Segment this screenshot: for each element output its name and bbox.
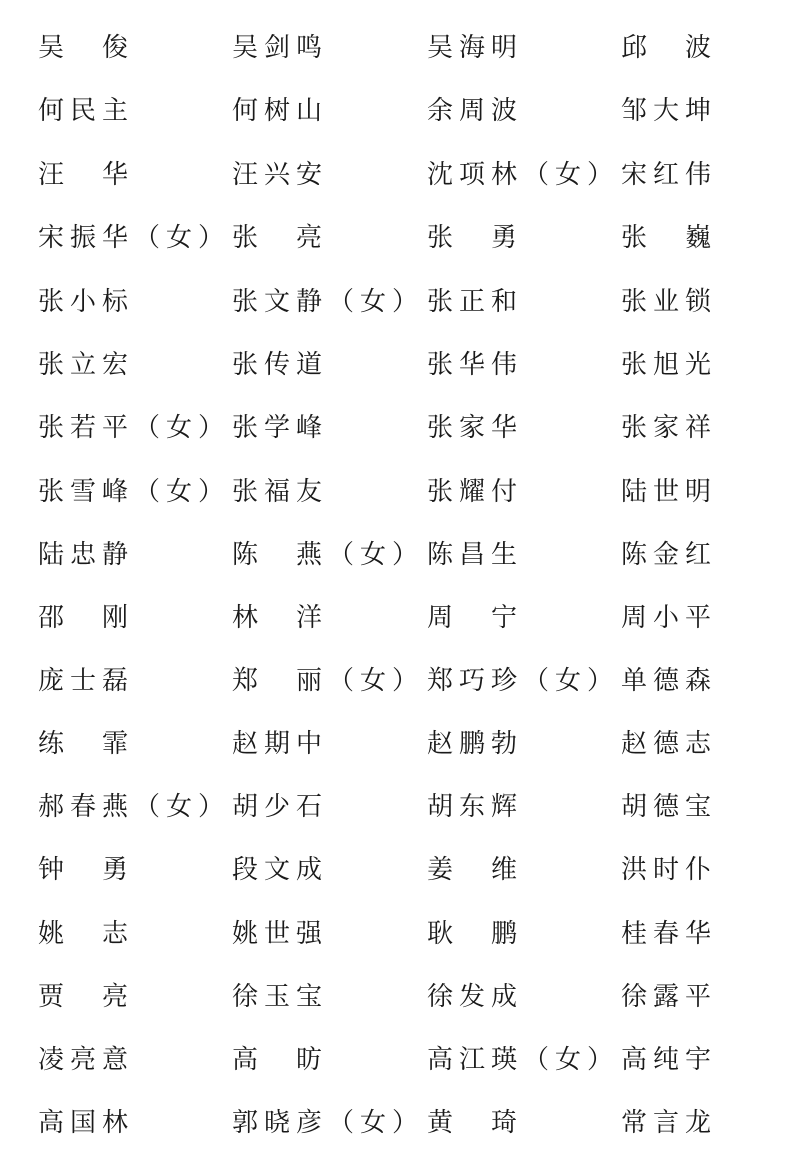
name-entry: 陈 燕（女）: [232, 540, 425, 570]
name-entry: 郑巧珍（女）: [427, 666, 620, 696]
name-entry: 庞士磊: [38, 666, 135, 696]
name-entry: 吴 俊: [38, 33, 135, 63]
name-entry: 桂春华: [621, 919, 718, 949]
name-entry: 林 洋: [232, 603, 329, 633]
name-entry: 高 昉: [232, 1045, 329, 1075]
name-entry: 张若平（女）: [38, 413, 231, 443]
name-entry: 胡德宝: [621, 792, 718, 822]
name-entry: 陈金红: [621, 540, 718, 570]
name-entry: 周小平: [621, 603, 718, 633]
name-entry: 沈项林（女）: [427, 160, 620, 190]
name-row: [0, 91, 800, 131]
name-entry: 周 宁: [427, 603, 524, 633]
name-row: [0, 977, 800, 1017]
name-row: [0, 535, 800, 575]
name-entry: 郭晓彦（女）: [232, 1108, 425, 1138]
name-entry: 张耀付: [427, 477, 524, 507]
name-entry: 徐发成: [427, 982, 524, 1012]
name-entry: 何民主: [38, 96, 135, 126]
name-entry: 胡东辉: [427, 792, 524, 822]
name-row: [0, 787, 800, 827]
name-entry: 张福友: [232, 477, 329, 507]
name-entry: 陆世明: [621, 477, 718, 507]
name-entry: 段文成: [232, 855, 329, 885]
name-entry: 吴剑鸣: [232, 33, 329, 63]
name-entry: 张 亮: [232, 223, 329, 253]
name-entry: 邱 波: [621, 33, 718, 63]
name-entry: 张 巍: [621, 223, 718, 253]
name-entry: 耿 鹏: [427, 919, 524, 949]
name-entry: 张学峰: [232, 413, 329, 443]
name-entry: 张旭光: [621, 350, 718, 380]
name-entry: 邵 刚: [38, 603, 135, 633]
name-entry: 张传道: [232, 350, 329, 380]
name-entry: 宋振华（女）: [38, 223, 231, 253]
name-entry: 徐露平: [621, 982, 718, 1012]
name-entry: 高江瑛（女）: [427, 1045, 620, 1075]
name-entry: 郝春燕（女）: [38, 792, 231, 822]
name-entry: 汪 华: [38, 160, 135, 190]
name-entry: 宋红伟: [621, 160, 718, 190]
name-row: [0, 1103, 800, 1143]
name-row: [0, 598, 800, 638]
name-entry: 张家祥: [621, 413, 718, 443]
name-entry: 张业锁: [621, 287, 718, 317]
name-entry: 张华伟: [427, 350, 524, 380]
name-entry: 姚世强: [232, 919, 329, 949]
name-entry: 赵期中: [232, 729, 329, 759]
name-entry: 张文静（女）: [232, 287, 425, 317]
name-entry: 胡少石: [232, 792, 329, 822]
name-entry: 吴海明: [427, 33, 524, 63]
name-row: [0, 472, 800, 512]
name-entry: 何树山: [232, 96, 329, 126]
name-row: [0, 1040, 800, 1080]
name-entry: 赵鹏勃: [427, 729, 524, 759]
name-row: [0, 408, 800, 448]
name-entry: 陆忠静: [38, 540, 135, 570]
name-entry: 单德森: [621, 666, 718, 696]
name-entry: 汪兴安: [232, 160, 329, 190]
name-entry: 张小标: [38, 287, 135, 317]
name-entry: 余周波: [427, 96, 524, 126]
name-entry: 邹大坤: [621, 96, 718, 126]
name-entry: 赵德志: [621, 729, 718, 759]
name-row: [0, 28, 800, 68]
name-entry: 高国林: [38, 1108, 135, 1138]
name-entry: 张正和: [427, 287, 524, 317]
name-entry: 贾 亮: [38, 982, 135, 1012]
name-entry: 张家华: [427, 413, 524, 443]
name-row: [0, 914, 800, 954]
name-row: [0, 661, 800, 701]
name-entry: 张 勇: [427, 223, 524, 253]
name-entry: 黄 琦: [427, 1108, 524, 1138]
name-row: [0, 724, 800, 764]
name-entry: 钟 勇: [38, 855, 135, 885]
name-entry: 郑 丽（女）: [232, 666, 425, 696]
name-entry: 姚 志: [38, 919, 135, 949]
name-row: [0, 850, 800, 890]
name-entry: 姜 维: [427, 855, 524, 885]
name-entry: 高纯宇: [621, 1045, 718, 1075]
name-row: [0, 218, 800, 258]
name-entry: 徐玉宝: [232, 982, 329, 1012]
name-entry: 练 霏: [38, 729, 135, 759]
name-entry: 常言龙: [621, 1108, 718, 1138]
name-row: [0, 282, 800, 322]
name-entry: 洪时仆: [621, 855, 718, 885]
name-row: [0, 155, 800, 195]
name-entry: 张立宏: [38, 350, 135, 380]
name-entry: 张雪峰（女）: [38, 477, 231, 507]
name-entry: 凌亮意: [38, 1045, 135, 1075]
name-entry: 陈昌生: [427, 540, 524, 570]
name-row: [0, 345, 800, 385]
